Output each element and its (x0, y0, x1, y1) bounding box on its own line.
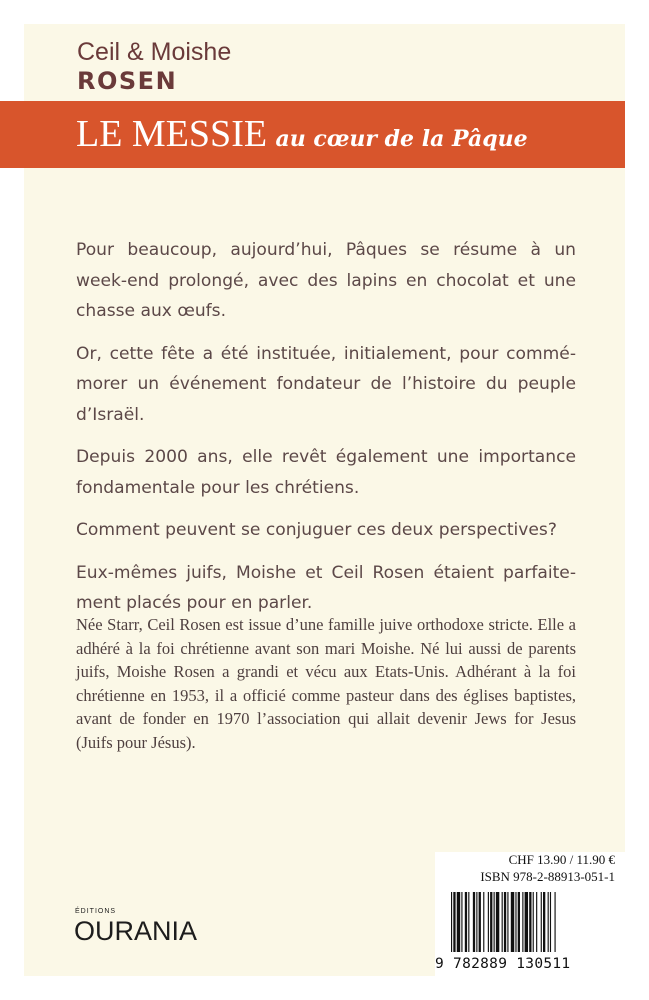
title-subtitle: au cœur de la Pâque (275, 126, 528, 152)
barcode-bar (453, 892, 455, 952)
barcode-bar (473, 892, 475, 952)
barcode-bar (529, 892, 531, 952)
barcode-bar (541, 892, 542, 952)
publisher-label: ÉDITIONS (75, 908, 117, 915)
publisher-logo (74, 908, 197, 946)
barcode-bar (496, 892, 499, 952)
barcode-digits: 9 782889 130511 (435, 956, 571, 972)
barcode-bar (451, 892, 452, 952)
barcode-bar (494, 892, 495, 952)
barcode-bar (507, 892, 508, 952)
author-surname: ROSEN (77, 67, 178, 95)
barcode-bar (479, 892, 481, 952)
author-first-names: Ceil & Moishe (77, 38, 232, 66)
author-block (77, 38, 231, 96)
barcode-bar (550, 892, 551, 952)
barcode-bar (504, 892, 506, 952)
author-biography: Née Starr, Ceil Rosen est issue d’une famille juive orthodoxe stricte. Elle a adhéré à la foi chrétienne avant son mari Moishe. Né lui aussi de parents juifs, Moishe Rosen a grandi et vécu aux Etats-Unis. Adhérant à la foi chrétienne en 1953, il a officié comme pasteur dans des églises baptistes, avant de fonder en 1970 l’association qui allait devenir Jews for Jesus (Juifs pour Jésus). (76, 615, 576, 752)
barcode-bar (536, 892, 537, 952)
barcode-bar (502, 892, 503, 952)
barcode-bar (457, 892, 460, 952)
barcode-bar (515, 892, 516, 952)
barcode-bar (525, 892, 528, 952)
blurb-paragraph: Eux-mêmes juifs, Moishe et Ceil Rosen étaient parfaite-ment placés pour en parler. (76, 562, 576, 613)
barcode-panel (435, 852, 625, 976)
barcode-bar (468, 892, 469, 952)
barcode-bar (483, 892, 484, 952)
blurb-paragraph: Depuis 2000 ans, elle revêt également une importance fondamentale pour les chrétiens. (76, 447, 576, 498)
barcode-bar (465, 892, 467, 952)
publisher-name: OURANIA (74, 916, 198, 946)
blurb-paragraph: Or, cette fête a été instituée, initialement, pour commé-morer un événement fondateur de l’histoire du peuple d’Israël. (76, 343, 576, 425)
barcode-bar (555, 892, 556, 952)
barcode-bar (518, 892, 520, 952)
barcode-bar (543, 892, 545, 952)
barcode-bar (511, 892, 514, 952)
blurb-paragraph: Pour beaucoup, aujourd’hui, Pâques se résume à un week-end prolongé, avec des lapins en chocolat et une chasse aux œufs. (76, 240, 576, 321)
barcode-bar (488, 892, 489, 952)
blurb-text (76, 235, 576, 631)
barcode-bar (522, 892, 523, 952)
barcode-bar (476, 892, 477, 952)
book-title (76, 112, 528, 156)
barcode-bar (461, 892, 462, 952)
isbn-label: ISBN 978-2-88913-051-1 (480, 869, 615, 884)
barcode-bar (533, 892, 534, 952)
barcode-bar (548, 892, 549, 952)
title-main: LE MESSIE (76, 113, 268, 155)
price-label: CHF 13.90 / 11.90 € (508, 852, 615, 867)
blurb-paragraph: Comment peuvent se conjuguer ces deux perspectives? (76, 520, 557, 540)
barcode-bar (490, 892, 492, 952)
barcode-icon (451, 892, 615, 952)
